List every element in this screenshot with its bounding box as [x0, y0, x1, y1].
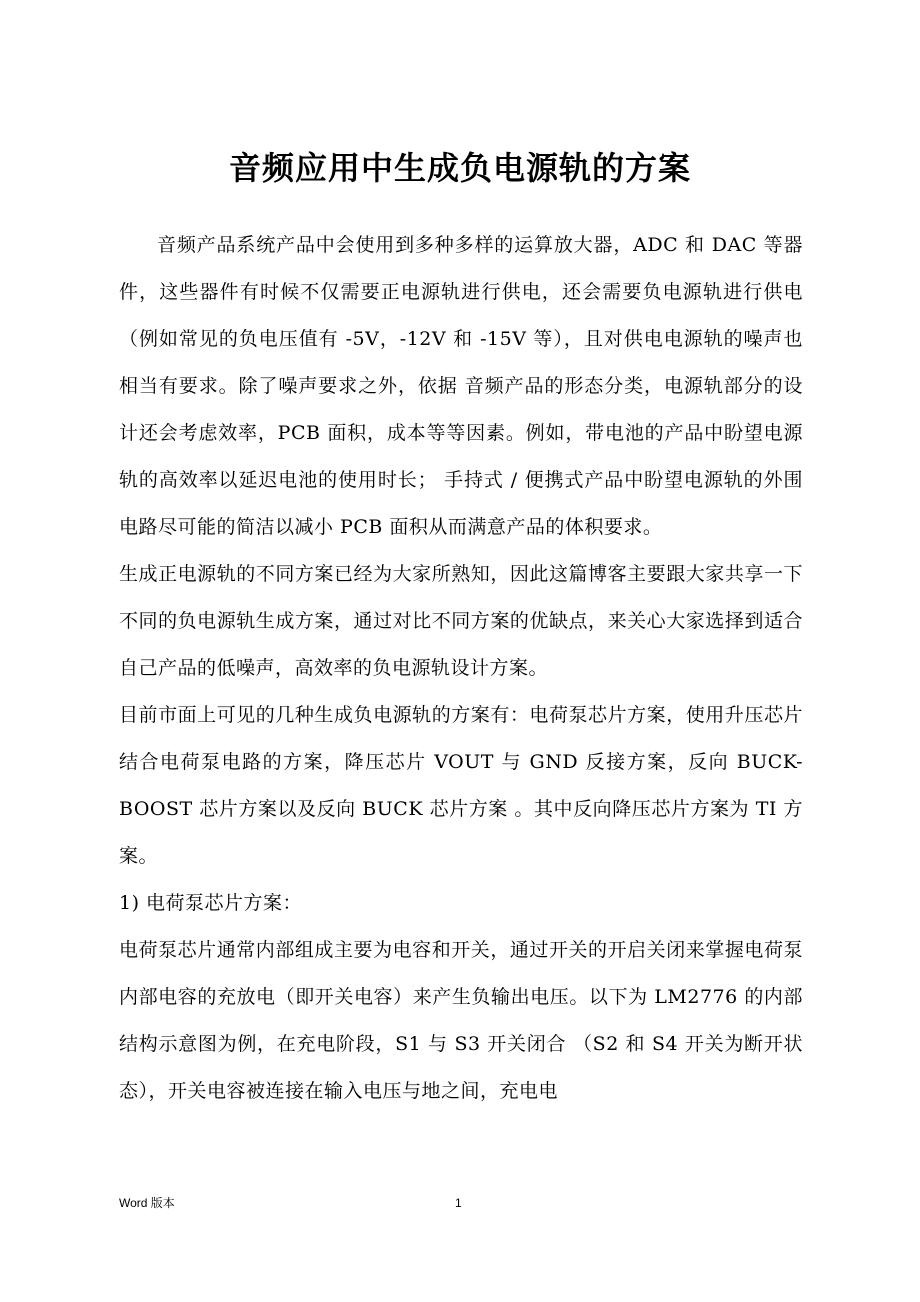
paragraph-positive-rail: 生成正电源轨的不同方案已经为大家所熟知，因此这篇博客主要跟大家共享一下不同的负电源轨生成方案，通过对比不同方案的优缺点，来关心大家选择到适合自己产品的低噪声，高效率的负电源轨设计方案。: [119, 563, 803, 679]
document-body: [119, 222, 803, 1115]
footer-version-label: Word 版本: [119, 1196, 175, 1210]
document-title: 音频应用中生成负电源轨的方案: [228, 149, 691, 187]
section-heading-charge-pump: 1) 电荷泵芯片方案：: [119, 892, 303, 914]
paragraph-intro: 音频产品系统产品中会使用到多种多样的运算放大器，ADC 和 DAC 等器件，这些器件有时候不仅需要正电源轨进行供电，还会需要负电源轨进行供电（例如常见的负电压值有 -5V，-12V 和 -15V 等），且对供电电源轨的噪声也相当有要求。除了噪声要求之外，依据 音频产品的形态分类，电源轨部分的设计还会考虑效率，PCB 面积，成本等等因素。例如，带电池的产品中盼望电源轨的高效率以延迟电池的使用时长； 手持式 / 便携式产品中盼望电源轨的外围电路尽可能的简洁以减小 PCB 面积从而满意产品的体积要求。: [119, 234, 803, 538]
paragraph-solutions-overview: 目前市面上可见的几种生成负电源轨的方案有：电荷泵芯片方案，使用升压芯片结合电荷泵电路的方案，降压芯片 VOUT 与 GND 反接方案，反向 BUCK-BOOST 芯片方案以及反向 BUCK 芯片方案 。其中反向降压芯片方案为 TI 方案。: [119, 704, 803, 867]
paragraph-charge-pump: 电荷泵芯片通常内部组成主要为电容和开关，通过开关的开启关闭来掌握电荷泵内部电容的充放电（即开关电容）来产生负输出电压。以下为 LM2776 的内部结构示意图为例，在充电阶段，S1 与 S3 开关闭合 （S2 和 S4 开关为断开状态），开关电容被连接在输入电压与地之间，充电电: [119, 939, 803, 1102]
footer-page-number: 1: [455, 1196, 462, 1210]
